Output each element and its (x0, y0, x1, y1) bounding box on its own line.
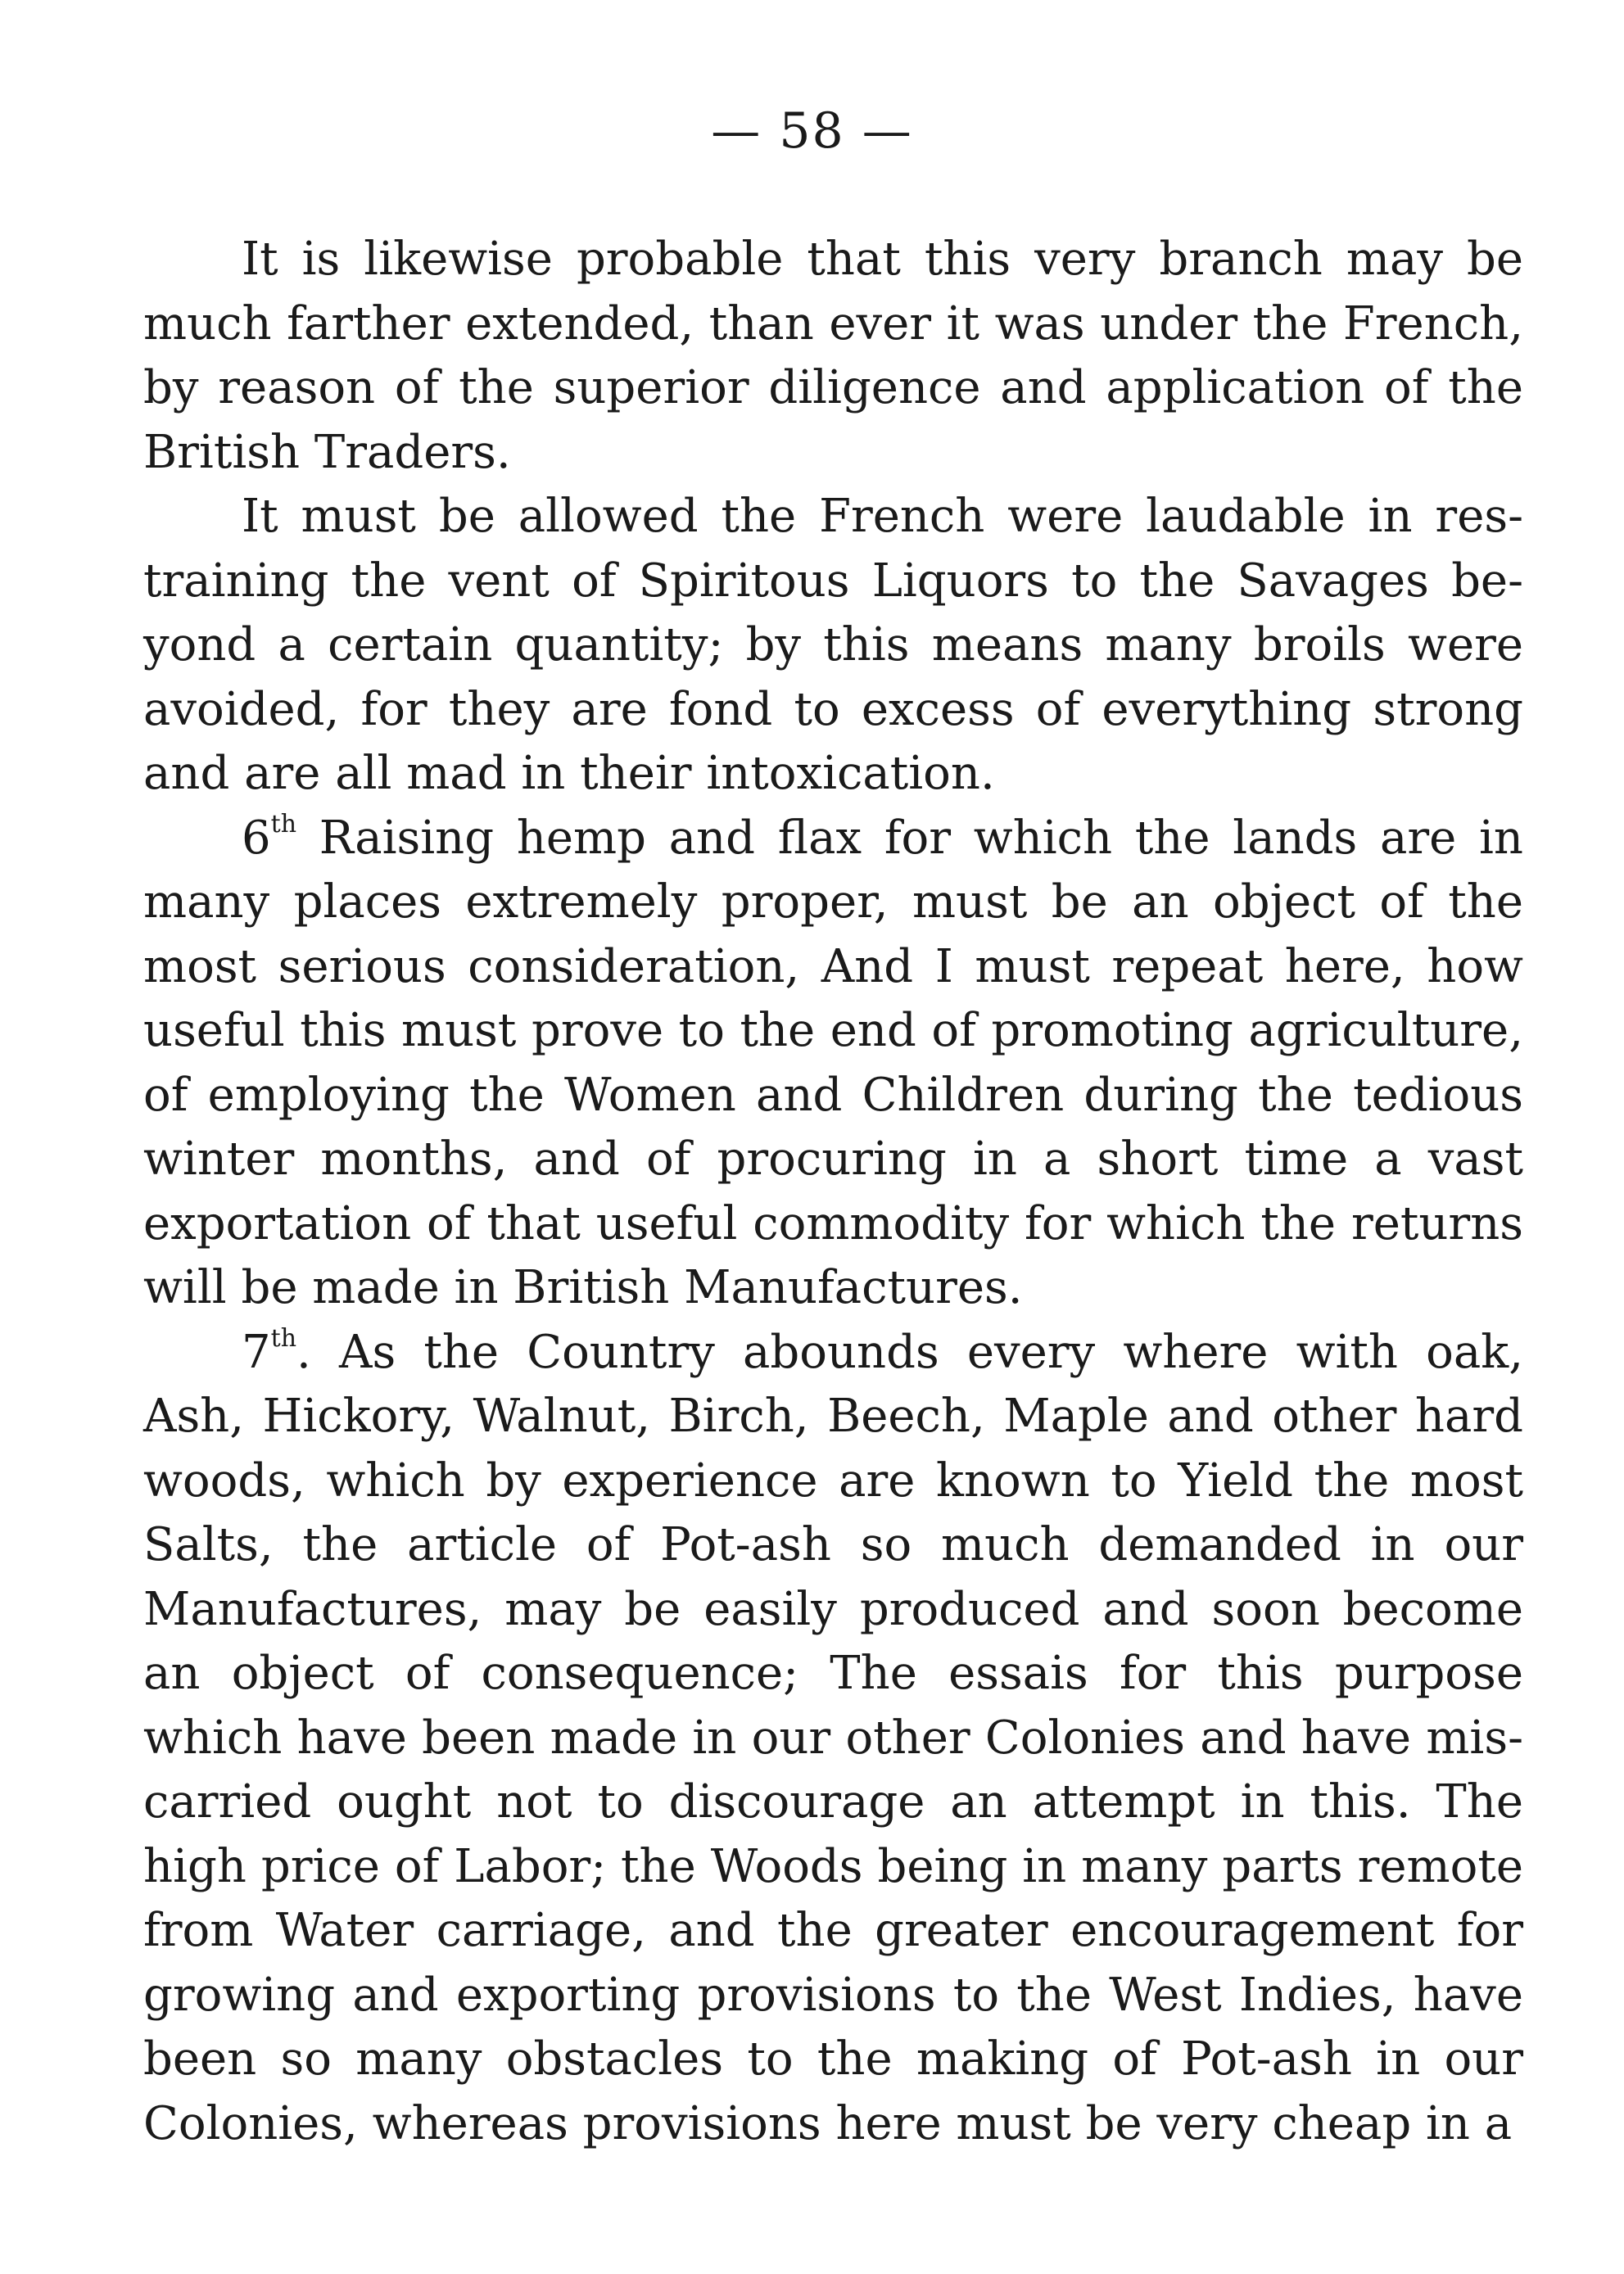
paragraph-text: It is likewise probable that this very branch may be much farther extended, than ever it was under the French, by reason of the superior diligence and application of the British Traders. (143, 233, 1523, 479)
body-text (143, 228, 1523, 2156)
paragraph-number: 7 (242, 1325, 271, 1379)
paragraph-number: 6 (242, 811, 271, 865)
paragraph-beaver-trade (143, 228, 1523, 485)
paragraph-text: Raising hemp and flax for which the lands are in many places extremely proper, must be an object of the most serious consideration, And I must repeat here, how useful this must prove to the end of promoting agriculture, of employing the Women and Children during the tedious winter months, and of procuring in a short time a vast exportation of that useful commodity for which the returns will be made in British Manufactures. (143, 811, 1523, 1314)
paragraph-pot-ash (143, 1321, 1523, 2157)
paragraph-text: It must be allowed the French were laudable in restraining the vent of Spiritous Liquors to the Savages beyond a certain quantity; by this means many broils were avoided, for they are fond to excess of everything strong and are all mad in their intoxication. (143, 490, 1523, 800)
paragraph-text: . As the Country abounds every where with oak, Ash, Hickory, Walnut, Birch, Beech, Maple and other hard woods, which by experience are known to Yield the most Salts, the article of Pot-ash so much demanded in our Manufactures, may be easily produced and soon become an object of consequence; The essais for this purpose which have been made in our other Colonies and have mis-carried ought not to discourage an attempt in this. The high price of Labor; the Woods being in many parts remote from Water carriage, and the greater encouragement for growing and exporting provisions to the West Indies, have been so many obstacles to the making of Pot-ash in our Colonies, whereas provisions here must be very cheap in a (143, 1325, 1523, 2150)
paragraph-spiritous-liquors (143, 485, 1523, 807)
paragraph-hemp-flax (143, 807, 1523, 1321)
paragraph-ordinal-suffix: th (270, 809, 297, 839)
paragraph-ordinal-suffix: th (270, 1323, 297, 1353)
page-number: — 58 — (711, 102, 913, 160)
